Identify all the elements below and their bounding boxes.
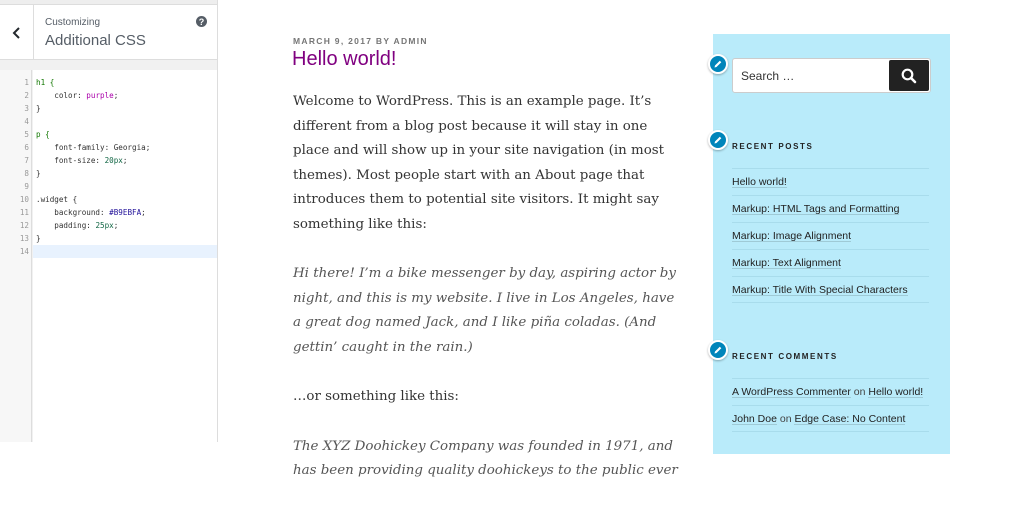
code-line[interactable] [0, 89, 217, 102]
line-number: 14 [19, 247, 29, 256]
line-number: 6 [24, 143, 29, 152]
paragraph: …or something like this: [293, 389, 459, 404]
code-line[interactable] [0, 219, 217, 232]
blockquote-paragraph: The XYZ Doohickey Company was founded in 1971, and has been providing quality doohickeys to the public ever [293, 438, 678, 478]
comment-author-link[interactable]: A WordPress Commenter [732, 386, 851, 398]
line-number: 1 [24, 78, 29, 87]
edit-recent-comments-shortcut[interactable] [708, 340, 728, 360]
chevron-left-icon [12, 27, 22, 39]
code-text: font-size: 20px; [36, 156, 128, 165]
line-number: 2 [24, 91, 29, 100]
edit-search-widget-shortcut[interactable] [708, 54, 728, 74]
code-line[interactable] [0, 245, 217, 258]
post-meta: MARCH 9, 2017 BY ADMIN [293, 36, 428, 46]
code-text: } [36, 234, 41, 243]
widget-sidebar [713, 34, 950, 454]
comment-post-link[interactable]: Hello world! [868, 386, 924, 398]
recent-post-link[interactable]: Markup: Text Alignment [732, 257, 841, 269]
recent-comment-item [732, 378, 929, 405]
line-number: 9 [24, 182, 29, 191]
code-line[interactable] [0, 141, 217, 154]
code-line[interactable] [0, 128, 217, 141]
blockquote-paragraph: Hi there! I’m a bike messenger by day, aspiring actor by night, and this is my website. I live in Los Angeles, have a great dog named Jack, and I like piña coladas. (And gettin’ caught in the rain.) [293, 266, 676, 355]
line-number: 13 [19, 234, 29, 243]
code-line[interactable] [0, 232, 217, 245]
recent-comments-list [732, 378, 929, 432]
search-input[interactable] [741, 59, 886, 92]
search-form [732, 58, 931, 93]
recent-post-item [732, 222, 929, 249]
recent-post-item [732, 249, 929, 276]
code-text: font-family: Georgia; [36, 143, 151, 152]
recent-post-item [732, 276, 929, 303]
on-label: on [776, 413, 795, 425]
recent-post-link[interactable]: Markup: HTML Tags and Formatting [732, 203, 900, 215]
code-line[interactable] [0, 76, 217, 89]
line-number: 12 [19, 221, 29, 230]
recent-post-item [732, 195, 929, 222]
code-text: p { [36, 130, 50, 139]
code-text: background: #B9EBFA; [36, 208, 146, 217]
code-line[interactable] [0, 167, 217, 180]
comment-author-link[interactable]: John Doe [732, 413, 777, 425]
site-preview [218, 0, 1024, 478]
code-text: h1 { [36, 78, 55, 87]
customizer-sidebar [0, 0, 218, 442]
recent-post-link[interactable]: Hello world! [732, 176, 787, 188]
search-icon [901, 68, 917, 84]
code-text: color: purple; [36, 91, 119, 100]
code-text: padding: 25px; [36, 221, 119, 230]
recent-posts-list [732, 168, 929, 303]
line-number: 3 [24, 104, 29, 113]
search-button[interactable] [889, 60, 929, 91]
section-header [0, 5, 217, 60]
code-text: } [36, 104, 41, 113]
section-title: Additional CSS [45, 32, 146, 49]
line-number: 10 [19, 195, 29, 204]
code-text: .widget { [36, 195, 78, 204]
line-number: 8 [24, 169, 29, 178]
customizing-label: Customizing [45, 17, 101, 28]
recent-posts-title: RECENT POSTS [732, 142, 814, 151]
post-content [293, 90, 678, 509]
code-line[interactable] [0, 154, 217, 167]
line-number: 11 [19, 208, 29, 217]
code-line[interactable] [0, 193, 217, 206]
help-icon[interactable]: ? [196, 16, 207, 27]
recent-comments-title: RECENT COMMENTS [732, 352, 838, 361]
line-number: 7 [24, 156, 29, 165]
line-number: 4 [24, 117, 29, 126]
comment-post-link[interactable]: Edge Case: No Content [794, 413, 906, 425]
pencil-icon [713, 345, 723, 355]
pencil-icon [713, 135, 723, 145]
css-code-editor[interactable] [0, 70, 217, 442]
post-title[interactable]: Hello world! [292, 48, 397, 70]
code-text: } [36, 169, 41, 178]
recent-comment-item [732, 405, 929, 432]
on-label: on [850, 386, 869, 398]
code-line[interactable] [0, 206, 217, 219]
recent-post-link[interactable]: Markup: Title With Special Characters [732, 284, 908, 296]
line-number: 5 [24, 130, 29, 139]
pencil-icon [713, 59, 723, 69]
recent-post-item [732, 168, 929, 195]
paragraph: Welcome to WordPress. This is an example page. It’s different from a blog post because it will stay in one place and will show up in your site navigation (in most themes). Most people start with an About page that introduces them to potential site visitors. It might say something like this: [293, 94, 665, 232]
code-line[interactable] [0, 102, 217, 115]
code-line[interactable] [0, 180, 217, 193]
back-button[interactable] [0, 5, 34, 60]
edit-recent-posts-shortcut[interactable] [708, 130, 728, 150]
code-line[interactable] [0, 115, 217, 128]
recent-post-link[interactable]: Markup: Image Alignment [732, 230, 852, 242]
